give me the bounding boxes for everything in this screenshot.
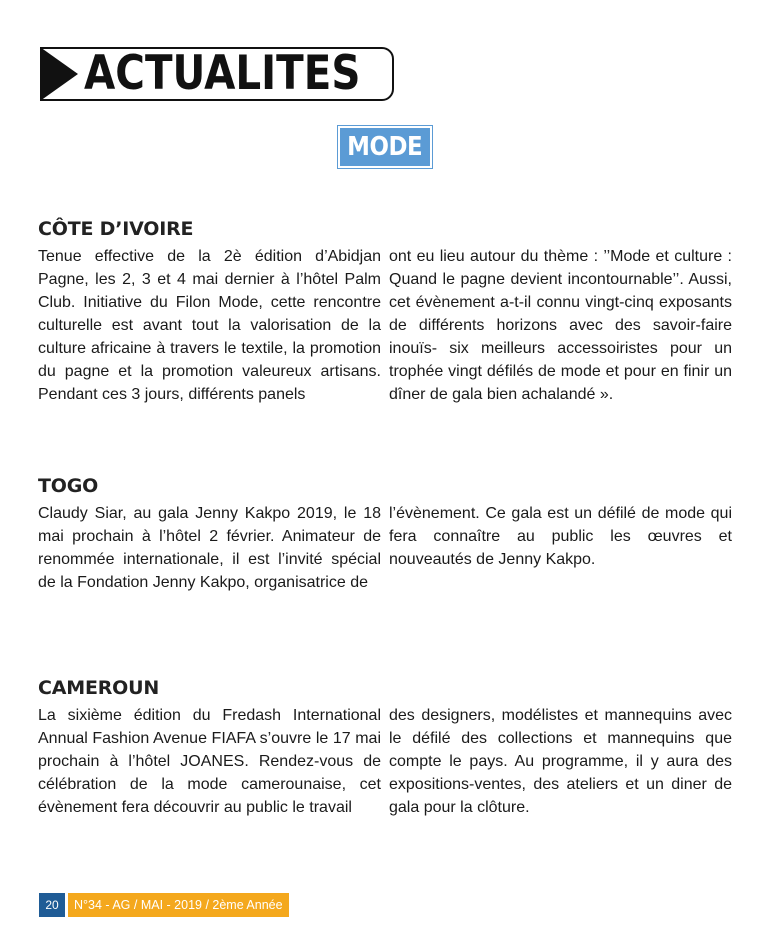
article-column-right: des designers, modélistes et mannequins avec le défilé des collections et mannequins que compte le pays. Au programme, il y aura des expositions-ventes, des ateliers et un diner de gala pour la clôture. (389, 707, 732, 816)
article-column-right: l’évènement. Ce gala est un défilé de mode qui fera connaître au public les œuvres et nouveautés de Jenny Kakpo. (389, 505, 732, 568)
article-columns (38, 502, 732, 594)
article-column-left: Claudy Siar, au gala Jenny Kakpo 2019, le 18 mai prochain à l’hôtel 2 février. Animateur de renommée internationale, il est l’invité spécial de la Fondation Jenny Kakpo, organisatrice de (38, 505, 381, 591)
article-cameroun (38, 677, 732, 819)
article-column-right: ont eu lieu autour du thème : ’’Mode et culture : Quand le pagne devient incontournable’’. Aussi, cet évènement a-t-il connu vingt-cinq exposants de différents horizons avec des savoir-faire inouïs- six meilleurs accessoiristes pour un trophée vingt défilés de mode et pour en finir un dîner de gala bien achalandé ». (389, 248, 732, 403)
page-title: ACTUALITES (84, 47, 361, 101)
article-column-left: La sixième édition du Fredash International Annual Fashion Avenue FIAFA s’ouvre le 17 mai prochain à l’hôtel JOANES. Rendez-vous de célébration de la mode camerounaise, cet évènement fera découvrir au public le travail (38, 707, 381, 816)
section-header (40, 47, 394, 101)
article-column-left: Tenue effective de la 2è édition d’Abidjan Pagne, les 2, 3 et 4 mai dernier à l’hôtel Palm Club. Initiative du Filon Mode, cette rencontre culturelle est avant tout la valorisation de la culture africaine à travers le textile, la promotion du pagne et la promotion valeureux artisans. Pendant ces 3 jours, différents panels (38, 248, 381, 403)
article-columns (38, 245, 732, 406)
article-columns (38, 704, 732, 819)
page-number: 20 (39, 893, 65, 917)
article-togo (38, 475, 732, 594)
article-title: CAMEROUN (38, 677, 160, 699)
category-label: MODE (347, 132, 423, 162)
article-cote-divoire (38, 218, 732, 406)
issue-info: N°34 - AG / MAI - 2019 / 2ème Année (68, 893, 289, 917)
article-title: TOGO (38, 475, 99, 497)
play-arrow-icon (40, 47, 78, 101)
category-badge (338, 126, 432, 168)
page-footer (39, 893, 289, 917)
article-title: CÔTE D’IVOIRE (38, 218, 194, 240)
